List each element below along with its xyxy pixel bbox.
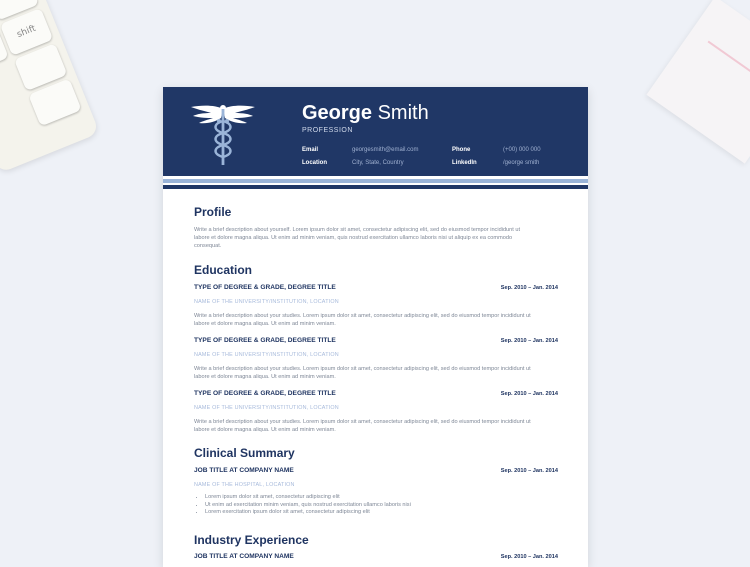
email-label: Email <box>302 147 319 153</box>
education-degree: TYPE OF DEGREE & GRADE, DEGREE TITLE <box>194 337 336 344</box>
resume-header <box>163 87 588 176</box>
industry-job-title: JOB TITLE AT COMPANY NAME <box>194 553 294 560</box>
email-value: georgesmith@email.com <box>352 147 419 153</box>
clinical-bullets <box>194 494 535 517</box>
industry-heading: Industry Experience <box>194 533 309 547</box>
first-name: George <box>302 102 373 124</box>
location-label: Location <box>302 160 327 166</box>
education-school: NAME OF THE UNIVERSITY/INSTITUTION, LOCATION <box>194 405 339 411</box>
keyboard <box>0 0 100 173</box>
keyboard-key-shift: shift <box>0 8 53 56</box>
education-description: Write a brief description about your studies. Lorem ipsum dolor sit amet, consectetur adipiscing elit, sed do eiusmod tempor incididunt ut labore et dolore magna aliqua. Ut enim ad minim veniam. <box>194 366 531 380</box>
resume-sheet <box>163 87 588 567</box>
bullet-item: • Ut enim ad exercitation minim veniam, quis nostrud exercitation ullamco laboris nisi <box>205 502 535 510</box>
education-degree: TYPE OF DEGREE & GRADE, DEGREE TITLE <box>194 390 336 397</box>
profile-text: Write a brief description about yourself. Lorem ipsum dolor sit amet, consectetur adipiscing elit, sed do eiusmod tempor incididunt ut labore et dolore magna aliqua. Ut enim ad minim veniam, quis nostrud exercitation ullamco laboris nisi ut aliquip ex ea commodo consequat. <box>194 227 521 249</box>
education-heading: Education <box>194 263 253 277</box>
education-date: Sep. 2010 – Jan. 2014 <box>500 391 558 397</box>
bullet-item: • Lorem exercitation ipsum dolor sit amet, consectetur adipiscing elit <box>205 509 535 517</box>
header-stripe-light <box>163 179 588 183</box>
education-school: NAME OF THE UNIVERSITY/INSTITUTION, LOCATION <box>194 352 339 358</box>
header-stripe-dark <box>163 185 588 189</box>
education-description: Write a brief description about your studies. Lorem ipsum dolor sit amet, consectetur adipiscing elit, sed do eiusmod tempor incididunt ut labore et dolore magna aliqua. Ut enim ad minim veniam. <box>194 419 531 433</box>
linkedin-label: LinkedIn <box>452 160 477 166</box>
clinical-job-title: JOB TITLE AT COMPANY NAME <box>194 467 294 474</box>
education-degree: TYPE OF DEGREE & GRADE, DEGREE TITLE <box>194 284 336 291</box>
last-name: Smith <box>377 102 429 124</box>
clinical-date: Sep. 2010 – Jan. 2014 <box>500 468 558 474</box>
resume-name <box>302 102 429 125</box>
clinical-place: NAME OF THE HOSPITAL, LOCATION <box>194 482 295 488</box>
profession: PROFESSION <box>302 127 353 134</box>
caduceus-icon <box>189 99 257 167</box>
phone-value: (+00) 000 000 <box>503 147 541 153</box>
education-date: Sep. 2010 – Jan. 2014 <box>500 285 558 291</box>
clinical-heading: Clinical Summary <box>194 446 295 460</box>
phone-label: Phone <box>452 147 471 153</box>
education-description: Write a brief description about your studies. Lorem ipsum dolor sit amet, consectetur adipiscing elit, sed do eiusmod tempor incididunt ut labore et dolore magna aliqua. Ut enim ad minim veniam. <box>194 313 531 327</box>
linkedin-value: /george smith <box>503 160 540 166</box>
industry-date: Sep. 2010 – Jan. 2014 <box>500 554 558 560</box>
bullet-item: • Lorem ipsum dolor sit amet, consectetur adipiscing elit <box>205 494 535 502</box>
location-value: City, State, Country <box>352 160 404 166</box>
profile-heading: Profile <box>194 205 232 219</box>
paper-corner <box>646 0 750 164</box>
education-date: Sep. 2010 – Jan. 2014 <box>500 338 558 344</box>
education-school: NAME OF THE UNIVERSITY/INSTITUTION, LOCATION <box>194 299 339 305</box>
